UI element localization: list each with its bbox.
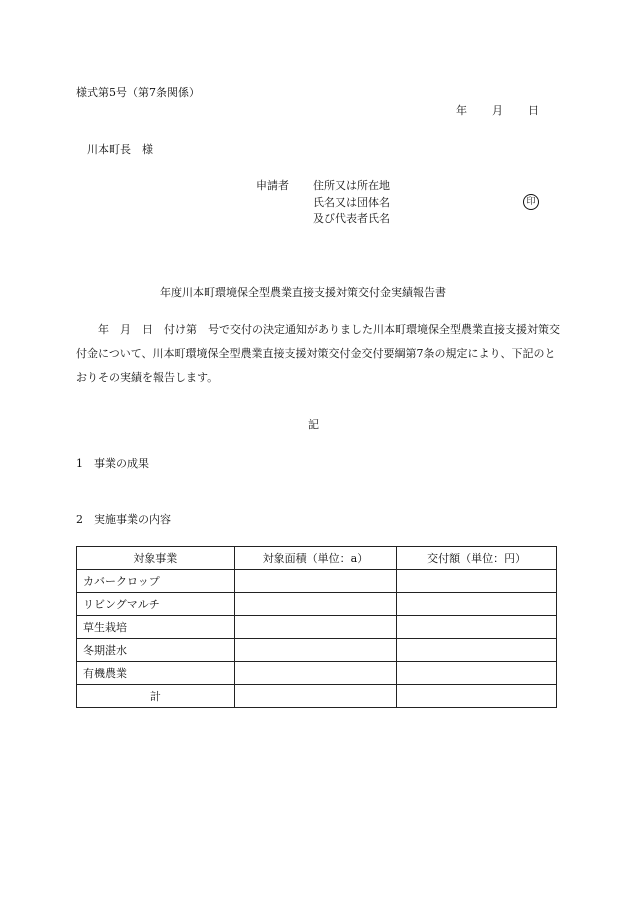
applicant-field-name: 氏名又は団体名 [313,196,390,209]
applicant-label: 申請者 [256,179,289,192]
total-label-cell: 計 [77,685,235,708]
table-row [77,616,557,639]
table-row [77,662,557,685]
project-name-cell: 有機農業 [77,662,235,685]
amount-cell[interactable] [397,593,557,616]
form-number: 様式第5号（第7条関係） [76,86,200,99]
area-cell[interactable] [234,616,397,639]
area-cell[interactable] [234,639,397,662]
header-target-project: 対象事業 [77,547,235,570]
date-year-label: 年 [456,104,467,117]
area-cell[interactable] [234,570,397,593]
area-cell[interactable] [234,662,397,685]
amount-cell[interactable] [397,639,557,662]
project-name-cell: 冬期湛水 [77,639,235,662]
header-grant-amount: 交付額（単位：円） [397,547,557,570]
amount-cell[interactable] [397,662,557,685]
project-name-cell: カバークロップ [77,570,235,593]
header-target-area: 対象面積（単位：a） [234,547,397,570]
amount-cell[interactable] [397,570,557,593]
area-cell[interactable] [234,593,397,616]
ki-marker: 記 [308,418,319,431]
project-name-cell: 草生栽培 [77,616,235,639]
table-header-row [77,547,557,570]
table-total-row [77,685,557,708]
applicant-field-representative: 及び代表者氏名 [313,212,390,225]
applicant-field-address: 住所又は所在地 [313,179,390,192]
section-2-heading: 2 実施事業の内容 [76,513,171,526]
project-name-cell: リビングマルチ [77,593,235,616]
table-row [77,593,557,616]
table-row [77,639,557,662]
date-month-label: 月 [492,104,503,117]
total-area-cell[interactable] [234,685,397,708]
results-table [76,546,557,708]
section-1-heading: 1 事業の成果 [76,457,149,470]
addressee: 川本町長 様 [87,143,153,156]
amount-cell[interactable] [397,616,557,639]
table-row [77,570,557,593]
date-day-label: 日 [528,104,539,117]
total-amount-cell[interactable] [397,685,557,708]
document-title: 年度川本町環境保全型農業直接支援対策交付金実績報告書 [160,286,446,299]
seal-mark: 印 [523,194,539,210]
body-paragraph: 年 月 日 付け第 号で交付の決定通知がありました川本町環境保全型農業直接支援対策交付金について、川本町環境保全型農業直接支援対策交付金交付要綱第7条の規定により、下記のとおりその実績を報告します。 [76,323,560,384]
